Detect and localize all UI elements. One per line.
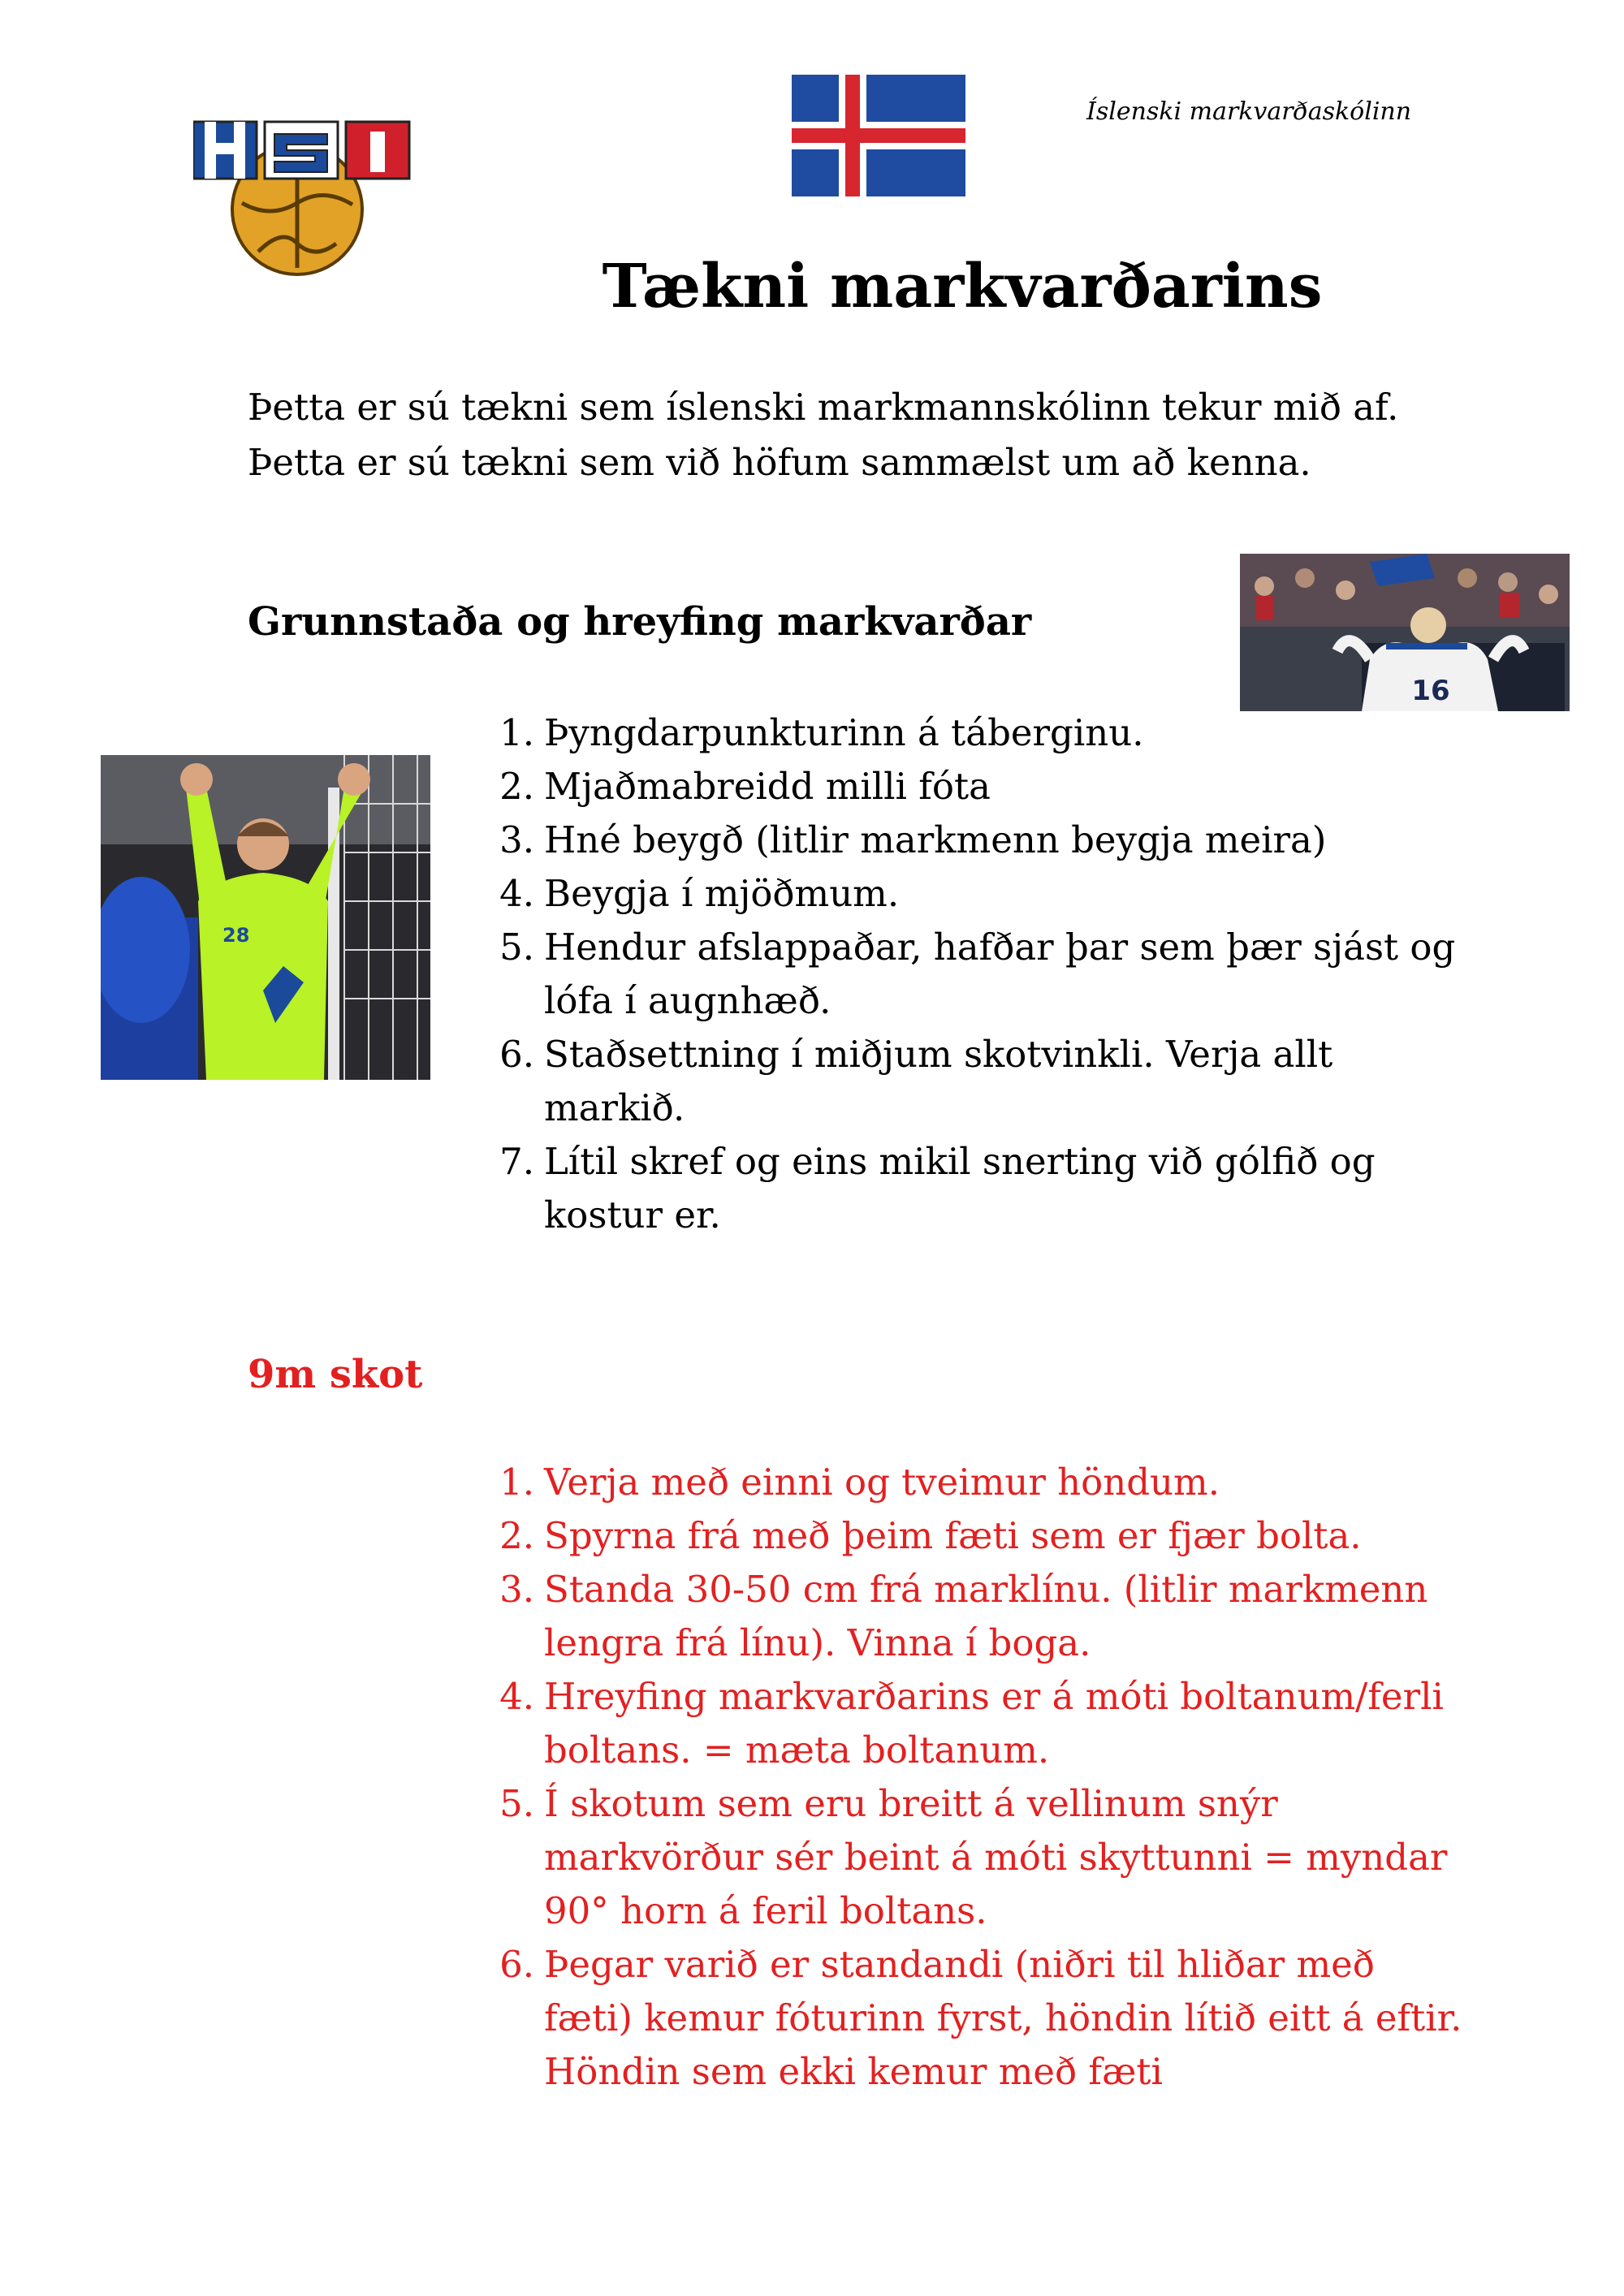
basics-list — [495, 706, 1470, 1242]
list-item: 1. Þyngdarpunkturinn á táberginu. — [499, 711, 1144, 754]
list-item: 4. Hreyfing markvarðarins er á móti boltanum/ferli boltans. = mæta boltanum. — [499, 1675, 1444, 1772]
shots-list — [495, 1456, 1470, 2099]
intro-paragraph: Þetta er sú tækni sem íslenski markmannskólinn tekur mið af. Þetta er sú tækni sem við höfum sammælst um að kenna. — [248, 386, 1399, 484]
jersey-number-back: 16 — [1411, 675, 1450, 707]
list-item: 1. Verja með einni og tveimur höndum. — [499, 1461, 1220, 1504]
list-item: 7. Lítil skref og eins mikil snerting við gólfið og kostur er. — [499, 1140, 1376, 1236]
jersey-number-front: 28 — [222, 924, 250, 947]
list-item: 2. Mjaðmabreidd milli fóta — [499, 765, 991, 808]
list-item: 5. Hendur afslappaðar, hafðar þar sem þær sjást og lófa í augnhæð. — [499, 926, 1456, 1022]
list-item: 6. Þegar varið er standandi (niðri til hliðar með fæti) kemur fóturinn fyrst, höndin lítið eitt á eftir. Höndin sem ekki kemur með fæti — [499, 1943, 1462, 2093]
list-item: 2. Spyrna frá með þeim fæti sem er fjær bolta. — [499, 1514, 1362, 1557]
school-name: Íslenski markvarðaskólinn — [1086, 97, 1412, 126]
list-item: 4. Beygja í mjöðmum. — [499, 872, 900, 915]
list-item: 3. Standa 30-50 cm frá marklínu. (litlir markmenn lengra frá línu). Vinna í boga. — [499, 1568, 1428, 1664]
goalkeeper-front-photo — [101, 755, 430, 1080]
iceland-flag-icon — [792, 75, 965, 196]
list-item: 6. Staðsettning í miðjum skotvinkli. Verja allt markið. — [499, 1033, 1333, 1129]
shots-heading: 9m skot — [248, 1352, 423, 1397]
list-item: 5. Í skotum sem eru breitt á vellinum snýr markvörður sér beint á móti skyttunni = myndar 90° horn á feril boltans. — [499, 1782, 1448, 1932]
list-item: 3. Hné beygð (litlir markmenn beygja meira) — [499, 818, 1327, 861]
page-title: Tækni markvarðarins — [602, 252, 1323, 322]
basics-heading: Grunnstaða og hreyfing markvarðar — [248, 599, 1032, 645]
goalkeeper-back-photo — [1240, 554, 1570, 711]
